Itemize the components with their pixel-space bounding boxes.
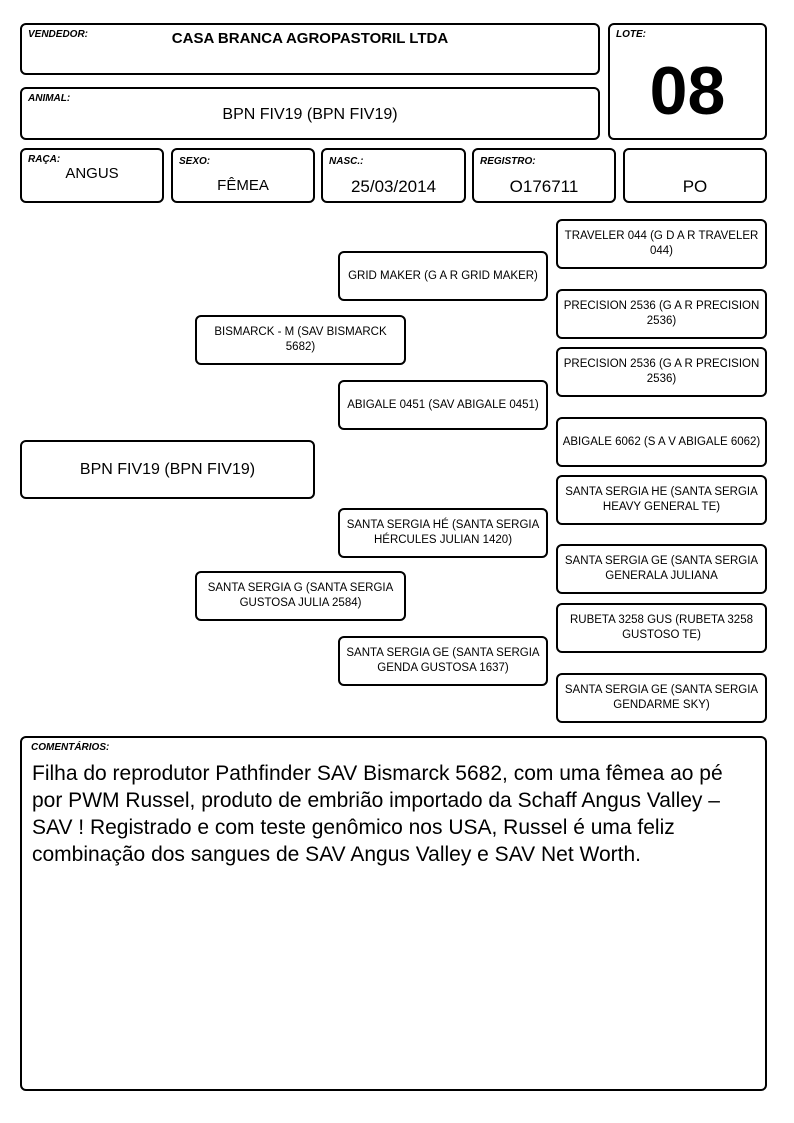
breed-label: RAÇA: — [28, 154, 61, 165]
sex-value: FÊMEA — [217, 177, 269, 194]
pedigree-dsd: SANTA SERGIA GE (SANTA SERGIA GENERALA JULIANA — [556, 544, 767, 594]
pedigree-sds: PRECISION 2536 (G A R PRECISION 2536) — [556, 347, 767, 397]
vendor-value: CASA BRANCA AGROPASTORIL LTDA — [171, 30, 449, 47]
pedigree-ssd: PRECISION 2536 (G A R PRECISION 2536) — [556, 289, 767, 339]
birth-label: NASC.: — [329, 156, 364, 167]
pedigree-sdd: ABIGALE 6062 (S A V ABIGALE 6062) — [556, 417, 767, 467]
animal-value: BPN FIV19 (BPN FIV19) — [222, 106, 398, 123]
pedigree-dss: SANTA SERGIA HE (SANTA SERGIA HEAVY GENERAL TE) — [556, 475, 767, 525]
pedigree-sire-dam: ABIGALE 0451 (SAV ABIGALE 0451) — [338, 380, 548, 430]
birth-box — [321, 148, 466, 203]
comments-label: COMENTÁRIOS: — [31, 742, 110, 753]
pedigree-animal: BPN FIV19 (BPN FIV19) — [20, 440, 315, 499]
animal-label: ANIMAL: — [28, 93, 71, 104]
pedigree-sire: BISMARCK - M (SAV BISMARCK 5682) — [195, 315, 406, 365]
pedigree-dam-sire: SANTA SERGIA HÉ (SANTA SERGIA HÉRCULES JULIAN 1420) — [338, 508, 548, 558]
vendor-label: VENDEDOR: — [28, 29, 89, 40]
registry-value: O176711 — [509, 177, 579, 196]
pedigree-sss: TRAVELER 044 (G D A R TRAVELER 044) — [556, 219, 767, 269]
pedigree-dam: SANTA SERGIA G (SANTA SERGIA GUSTOSA JULIA 2584) — [195, 571, 406, 621]
sex-label: SEXO: — [179, 156, 211, 167]
pedigree-sire-sire: GRID MAKER (G A R GRID MAKER) — [338, 251, 548, 301]
lot-label: LOTE: — [616, 29, 646, 40]
sex-box — [171, 148, 315, 203]
lot-box — [608, 23, 767, 140]
category-value: PO — [682, 177, 708, 196]
vendor-box — [20, 23, 600, 75]
pedigree-ddd: SANTA SERGIA GE (SANTA SERGIA GENDARME SKY) — [556, 673, 767, 723]
comments-box — [20, 736, 767, 1091]
pedigree-dds: RUBETA 3258 GUS (RUBETA 3258 GUSTOSO TE) — [556, 603, 767, 653]
category-box — [623, 148, 767, 203]
breed-box — [20, 148, 164, 203]
pedigree-dam-dam: SANTA SERGIA GE (SANTA SERGIA GENDA GUSTOSA 1637) — [338, 636, 548, 686]
registry-box — [472, 148, 616, 203]
breed-value: ANGUS — [65, 165, 119, 182]
animal-box — [20, 87, 600, 140]
registry-label: REGISTRO: — [480, 156, 536, 167]
birth-value: 25/03/2014 — [350, 177, 437, 196]
comments-text: Filha do reprodutor Pathfinder SAV Bismarck 5682, com uma fêmea ao pé por PWM Russel, produto de embrião importado da Schaff Angus Valley – SAV ! Registrado e com teste genômico nos USA, Russel é uma feliz combinação dos sangues de SAV Angus Valley e SAV Net Worth. — [32, 762, 723, 866]
lot-number: 08 — [649, 53, 726, 129]
